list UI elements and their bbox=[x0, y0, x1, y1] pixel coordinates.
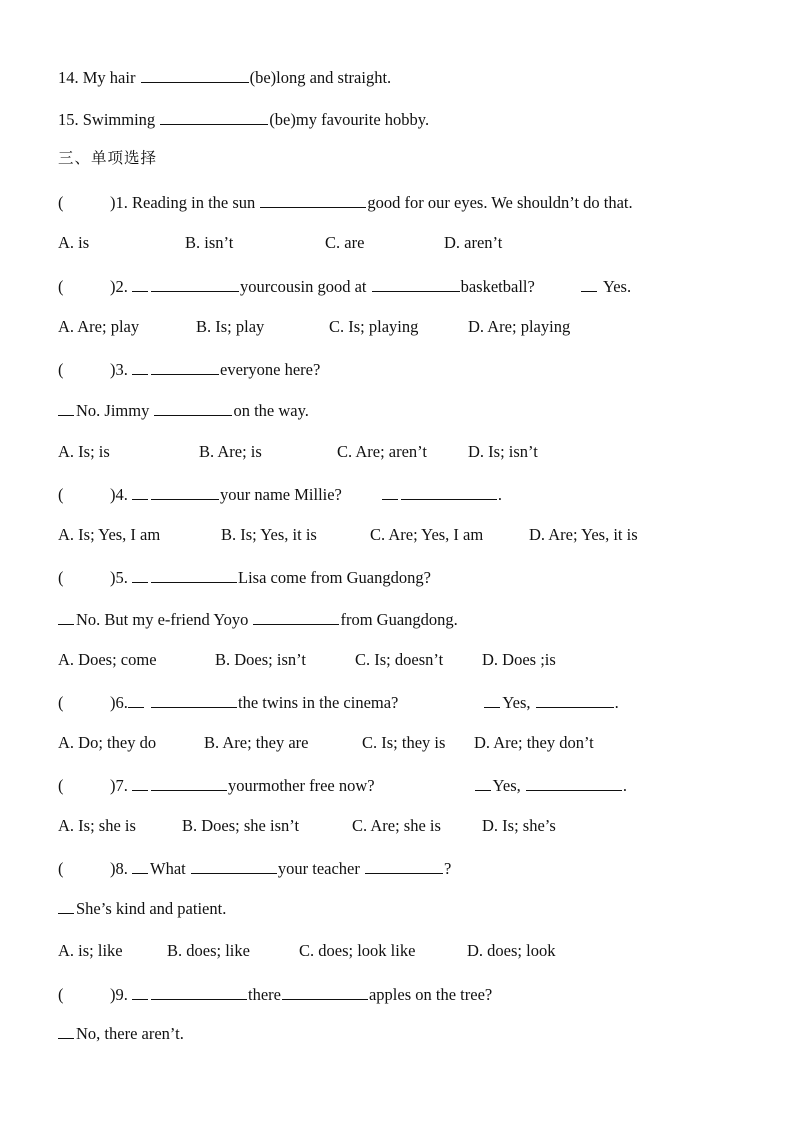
question-7 bbox=[58, 776, 627, 798]
option-a[interactable]: A. Is; she is bbox=[58, 816, 136, 835]
option-a[interactable]: A. Is; Yes, I am bbox=[58, 525, 161, 544]
dash-mark bbox=[132, 291, 148, 292]
option-c[interactable]: C. Are; Yes, I am bbox=[370, 525, 484, 544]
question-4 bbox=[58, 485, 502, 507]
answer-text: . bbox=[622, 776, 627, 795]
answer-blank[interactable] bbox=[141, 68, 249, 83]
options-2 bbox=[58, 319, 758, 341]
question-text: the twins in the cinema? bbox=[238, 693, 399, 712]
options-8 bbox=[58, 943, 758, 965]
reply-9 bbox=[58, 1026, 184, 1048]
option-c[interactable]: C. are bbox=[325, 233, 365, 252]
question-text: My hair bbox=[82, 68, 136, 87]
option-a[interactable]: A. Do; they do bbox=[58, 733, 157, 752]
option-d[interactable]: D. Is; she’s bbox=[482, 816, 556, 835]
section-title: 三、单项选择 bbox=[58, 149, 158, 167]
question-text: your name Millie? bbox=[220, 485, 342, 504]
question-text: everyone here? bbox=[220, 360, 321, 379]
answer-paren-open[interactable]: ( bbox=[58, 693, 64, 712]
question-text: Reading in the sun bbox=[132, 193, 256, 212]
reply-text: No, there aren’t. bbox=[76, 1024, 184, 1043]
dash-mark bbox=[58, 1038, 74, 1039]
dash-mark bbox=[132, 582, 148, 583]
question-number: )9. bbox=[110, 985, 128, 1004]
question-3 bbox=[58, 360, 320, 382]
question-number: )1. bbox=[110, 193, 128, 212]
option-d[interactable]: D. Is; isn’t bbox=[468, 442, 538, 461]
option-c[interactable]: C. does; look like bbox=[299, 941, 416, 960]
answer-blank[interactable] bbox=[536, 693, 614, 708]
reply-3 bbox=[58, 401, 309, 423]
question-text: . bbox=[497, 485, 503, 504]
question-text: your teacher bbox=[277, 859, 360, 878]
dash-mark bbox=[581, 291, 597, 292]
options-4 bbox=[58, 527, 758, 549]
reply-text: from Guangdong. bbox=[340, 610, 458, 629]
options-1 bbox=[58, 235, 758, 257]
option-b[interactable]: B. Is; play bbox=[196, 317, 265, 336]
option-a[interactable]: A. Does; come bbox=[58, 650, 157, 669]
question-number: )2. bbox=[110, 277, 128, 296]
option-d[interactable]: D. does; look bbox=[467, 941, 556, 960]
answer-blank[interactable] bbox=[154, 401, 232, 416]
answer-blank[interactable] bbox=[151, 277, 239, 292]
question-number: 14. bbox=[58, 68, 79, 87]
dash-mark bbox=[58, 624, 74, 625]
answer-blank[interactable] bbox=[151, 485, 219, 500]
question-number: )6. bbox=[110, 693, 128, 712]
dash-mark bbox=[484, 707, 500, 708]
answer-paren-open[interactable]: ( bbox=[58, 193, 64, 212]
option-d[interactable]: D. Are; they don’t bbox=[474, 733, 594, 752]
option-d[interactable]: D. aren’t bbox=[444, 233, 503, 252]
option-a[interactable]: A. Is; is bbox=[58, 442, 110, 461]
question-text: good for our eyes. We shouldn’t do that. bbox=[367, 193, 633, 212]
question-text: Swimming bbox=[82, 110, 156, 129]
question-text: Lisa come from Guangdong? bbox=[238, 568, 431, 587]
question-number: )5. bbox=[110, 568, 128, 587]
answer-paren-open[interactable]: ( bbox=[58, 859, 64, 878]
question-6 bbox=[58, 693, 619, 715]
option-c[interactable]: C. Is; they is bbox=[362, 733, 446, 752]
option-b[interactable]: B. isn’t bbox=[185, 233, 234, 252]
dash-mark bbox=[128, 707, 144, 708]
question-text: there bbox=[248, 985, 281, 1004]
answer-blank[interactable] bbox=[282, 985, 368, 1000]
answer-paren-open[interactable]: ( bbox=[58, 360, 64, 379]
option-a[interactable]: A. Are; play bbox=[58, 317, 140, 336]
answer-text: . bbox=[614, 693, 619, 712]
option-d[interactable]: D. Are; playing bbox=[468, 317, 571, 336]
answer-paren-open[interactable]: ( bbox=[58, 277, 64, 296]
question-text: (be)my favourite hobby. bbox=[269, 110, 430, 129]
option-a[interactable]: A. is; like bbox=[58, 941, 123, 960]
question-number: 15. bbox=[58, 110, 79, 129]
dash-mark bbox=[132, 374, 148, 375]
answer-paren-open[interactable]: ( bbox=[58, 776, 64, 795]
option-d[interactable]: D. Does ;is bbox=[482, 650, 556, 669]
answer-blank[interactable] bbox=[526, 776, 622, 791]
question-8 bbox=[58, 859, 451, 881]
reply-text: She’s kind and patient. bbox=[76, 899, 227, 918]
answer-blank[interactable] bbox=[253, 610, 339, 625]
question-number: )3. bbox=[110, 360, 128, 379]
dash-mark bbox=[58, 913, 74, 914]
option-b[interactable]: B. Are; they are bbox=[204, 733, 309, 752]
answer-text: Yes. bbox=[602, 277, 632, 296]
dash-mark bbox=[475, 790, 491, 791]
reply-8 bbox=[58, 901, 226, 923]
answer-text: Yes, bbox=[502, 693, 531, 712]
option-b[interactable]: B. Is; Yes, it is bbox=[221, 525, 317, 544]
question-15 bbox=[58, 110, 429, 132]
question-text: yourmother free now? bbox=[228, 776, 375, 795]
question-text: What bbox=[150, 859, 186, 878]
answer-text: Yes, bbox=[492, 776, 521, 795]
question-text: (be)long and straight. bbox=[249, 68, 392, 87]
answer-blank[interactable] bbox=[191, 859, 277, 874]
question-14 bbox=[58, 68, 391, 90]
dash-mark bbox=[132, 999, 148, 1000]
answer-paren-open[interactable]: ( bbox=[58, 568, 64, 587]
option-b[interactable]: B. does; like bbox=[167, 941, 250, 960]
answer-paren-open[interactable]: ( bbox=[58, 985, 64, 1004]
option-b[interactable]: B. Are; is bbox=[199, 442, 262, 461]
answer-blank[interactable] bbox=[151, 360, 219, 375]
option-c[interactable]: C. Are; she is bbox=[352, 816, 441, 835]
options-5 bbox=[58, 652, 758, 674]
dash-mark bbox=[132, 873, 148, 874]
dash-mark bbox=[132, 499, 148, 500]
question-number: )8. bbox=[110, 859, 128, 878]
question-9 bbox=[58, 985, 492, 1007]
answer-blank[interactable] bbox=[151, 568, 237, 583]
answer-paren-open[interactable]: ( bbox=[58, 485, 64, 504]
answer-blank[interactable] bbox=[260, 193, 366, 208]
question-number: )7. bbox=[110, 776, 128, 795]
question-text: apples on the tree? bbox=[368, 985, 493, 1004]
dash-mark bbox=[132, 790, 148, 791]
reply-5 bbox=[58, 610, 458, 632]
options-3 bbox=[58, 444, 758, 466]
answer-blank[interactable] bbox=[365, 859, 443, 874]
option-a[interactable]: A. is bbox=[58, 233, 90, 252]
question-text: basketball? bbox=[460, 277, 535, 296]
option-c[interactable]: C. Is; doesn’t bbox=[355, 650, 444, 669]
option-c[interactable]: C. Are; aren’t bbox=[337, 442, 427, 461]
dash-mark bbox=[382, 499, 398, 500]
option-c[interactable]: C. Is; playing bbox=[329, 317, 419, 336]
reply-text: No. But my e-friend Yoyo bbox=[76, 610, 249, 629]
options-7 bbox=[58, 818, 758, 840]
reply-text: No. Jimmy bbox=[76, 401, 150, 420]
option-d[interactable]: D. Are; Yes, it is bbox=[529, 525, 638, 544]
question-5 bbox=[58, 568, 431, 590]
question-text: yourcousin good at bbox=[240, 277, 367, 296]
option-b[interactable]: B. Does; she isn’t bbox=[182, 816, 300, 835]
answer-blank[interactable] bbox=[151, 985, 247, 1000]
options-6 bbox=[58, 735, 758, 757]
option-b[interactable]: B. Does; isn’t bbox=[215, 650, 306, 669]
reply-text: on the way. bbox=[233, 401, 309, 420]
answer-blank[interactable] bbox=[372, 277, 460, 292]
answer-blank[interactable] bbox=[151, 776, 227, 791]
question-1 bbox=[58, 193, 633, 215]
dash-mark bbox=[58, 415, 74, 416]
question-number: )4. bbox=[110, 485, 128, 504]
answer-blank[interactable] bbox=[401, 485, 497, 500]
answer-blank[interactable] bbox=[151, 693, 237, 708]
question-2 bbox=[58, 277, 631, 299]
answer-blank[interactable] bbox=[160, 110, 268, 125]
question-text: ? bbox=[443, 859, 452, 878]
